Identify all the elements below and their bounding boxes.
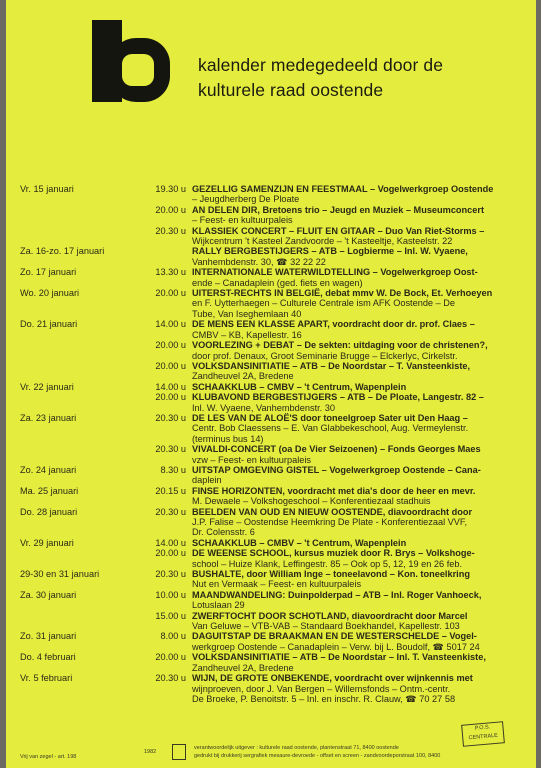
event-row [6,361,536,382]
kulturele-raad-logo-icon [92,20,170,102]
event-row [6,538,536,548]
event-description-line: Dr. Colensstr. 6 [192,527,255,538]
event-row [6,392,536,413]
event-description [192,246,528,267]
event-description-line: Wijkcentrum 't Kasteel Zandvoorde – 't Kasteeltje, Kasteelstr. 22 [192,236,453,247]
event-description-line: Zandheuvel 2A, Bredene [192,371,294,382]
event-description [192,340,528,361]
event-description-line: GEZELLIG SAMENZIJN EN FEESTMAAL – Vogelwerkgroep Oostende [192,184,494,194]
event-description [192,392,528,413]
event-description-line: INTERNATIONALE WATERWILDTELLING – Vogelwerkgroep Oost- [192,267,478,278]
event-description-line: Van Geluwe – VTB-VAB – Standaard Boekhandel, Kapellestr. 103 [192,621,460,632]
event-list [6,184,536,704]
footer-publisher: verantwoordelijk uitgever : kulturele raad oostende, plantenstraat 71, 8400 oostende [194,745,399,751]
event-description [192,507,528,538]
event-description-line: Nut en Vermaak – Feest- en kultuurpaleis [192,579,362,590]
event-description-line: CMBV – KB, Kapellestr. 16 [192,329,302,340]
event-date: Do. 28 januari [20,506,78,517]
event-row [6,631,536,652]
event-description-line: RALLY BERGBESTIJGERS – ATB – Logbierme – Inl. W. Vyaene, [192,246,468,257]
event-description-line: VOLKSDANSINITIATIE – ATB – De Noordstar – T. Vansteenkiste, [192,360,471,371]
event-date: Do. 4 februari [20,652,76,663]
event-date: Za. 16-zo. 17 januari [20,246,105,257]
event-description [192,226,528,247]
event-time: 13.30 u [155,267,186,278]
event-description-line: Vanhembdenstr. 30, ☎ 32 22 22 [192,256,326,267]
event-description-line: VIVALDI-CONCERT (oa De Vier Seizoenen) – Fonds Georges Maes [192,444,481,455]
event-row [6,548,536,569]
event-description-line: DE MENS EEN KLASSE APART, voordracht door dr. prof. Claes – [192,319,475,330]
footer-logo-icon [172,744,186,760]
event-time: 20.00 u [155,548,186,559]
event-row [6,444,536,465]
event-description-line: BEELDEN VAN OUD EN NIEUW OOSTENDE, diavoordracht door [192,506,473,517]
event-description-line: daplein [192,475,222,486]
event-time: 20.30 u [155,673,186,684]
event-date: Do. 21 januari [20,319,78,330]
event-description-line: UITSTAP OMGEVING GISTEL – Vogelwerkgroep Oostende – Cana- [192,464,481,475]
event-description [192,288,528,319]
event-description [192,590,528,611]
event-time: 8.00 u [160,631,186,642]
event-row [6,184,536,205]
event-date: Za. 23 januari [20,412,77,423]
event-description-line: VOLKSDANSINITIATIE – ATB – De Noordstar – Inl. T. Vansteenkiste, [192,652,486,663]
event-description [192,538,528,548]
event-description-line: wijnproeven, door J. Van Bergen – Willemsfonds – Ontm.-centr. [192,683,451,694]
event-description-line: KLASSIEK CONCERT – FLUIT EN GITAAR – Duo Van Riet-Storms – [192,225,485,236]
event-description-line: MAANDWANDELING: Duinpolderpad – ATB – Inl. Roger Vanhoeck, [192,589,482,600]
event-description-line: Lotuslaan 29 [192,600,245,611]
event-row [6,465,536,486]
event-time: 20.30 u [155,444,186,455]
event-description-line: J.P. Falise – Oostendse Heemkring De Plate - Konferentiezaal VVF, [192,517,468,527]
event-description-line: vzw – Feest- en kultuurpaleis [192,454,311,465]
event-description [192,444,528,465]
event-row [6,569,536,590]
event-description [192,319,528,340]
event-description-line: Zandheuvel 2A, Bredene [192,662,294,673]
event-time: 20.15 u [155,485,186,496]
event-description [192,184,528,205]
event-description [192,382,528,392]
event-description [192,673,528,704]
event-row [6,246,536,267]
event-time: 10.00 u [155,589,186,600]
header-line-1: kalender medegedeeld door de [198,55,444,75]
event-description-line: SCHAAKKLUB – CMBV – 't Centrum, Wapenplein [192,381,407,392]
event-time: 20.30 u [155,506,186,517]
event-time: 14.00 u [155,319,186,330]
event-row [6,486,536,507]
event-row [6,382,536,392]
event-row [6,611,536,632]
event-description [192,361,528,382]
event-description [192,548,528,569]
event-description-line: AN DELEN DIR, Bretoens trio – Jeugd en Muziek – Museumconcert [192,204,485,215]
event-description-line: – Jeugdherberg De Ploate [192,194,300,205]
event-row [6,226,536,247]
event-description-line: FINSE HORIZONTEN, voordracht met dia's door de heer en mevr. [192,485,476,496]
event-description [192,652,528,673]
event-date: Vr. 29 januari [20,537,74,548]
event-date: 29-30 en 31 januari [20,569,100,580]
header-line-2: kulturele raad oostende [198,80,384,100]
event-description [192,205,528,226]
event-date: Vr. 22 januari [20,381,74,392]
event-row [6,507,536,538]
event-time: 20.00 u [155,392,186,403]
event-description-line: BUSHALTE, door William Inge – toneelavond – Kon. toneelkring [192,569,470,580]
event-time: 20.00 u [155,652,186,663]
event-description-line: Tube, Van Iseghemlaan 40 [192,308,302,319]
event-time: 20.30 u [155,569,186,580]
event-time: 14.00 u [155,537,186,548]
event-description-line: – Feest- en kultuurpaleis [192,215,293,226]
event-description-line: De Broeke, P. Benoitstr. 5 – Inl. en inschr. R. Clauw, ☎ 70 27 58 [192,693,456,704]
event-description [192,486,528,507]
event-time: 20.00 u [155,204,186,215]
event-row [6,413,536,444]
event-time: 20.30 u [155,225,186,236]
poster [6,0,536,768]
event-description [192,611,528,632]
event-row [6,340,536,361]
event-description-line: en F. Uytterhaegen – Culturele Centrale ism AFK Oostende – De [192,298,455,309]
event-row [6,590,536,611]
event-description-line: ende – Canadaplein (ged. fiets en wagen) [192,277,363,288]
event-time: 20.30 u [155,412,186,423]
event-row [6,673,536,704]
event-date: Zo. 17 januari [20,267,77,278]
event-description-line: UITERST-RECHTS IN BELGIË, debat mmv W. De Bock, Et. Verhoeyen [192,288,493,299]
stamp-line-2: CENTRALE [468,732,499,742]
event-description-line: Centr. Bob Claessens – E. Van Glabbekeschool, Aug. Vermeylenstr. [192,423,469,434]
event-description-line: door prof. Denaux, Groot Seminarie Brugge – Elckerlyc, Cirkelstr. [192,350,458,361]
event-date: Za. 30 januari [20,589,77,600]
event-description-line: M. Dewaele – Volkshogeschool – Konferentiezaal stadhuis [192,496,431,507]
event-date: Ma. 25 januari [20,485,79,496]
event-description [192,569,528,590]
event-description-line: KLUBAVOND BERGBESTIJGERS – ATB – De Ploate, Langestr. 82 – [192,392,484,403]
event-description-line: VOORLEZING + DEBAT – De sekten: uitdaging voor de christenen?, [192,340,488,351]
stamp-line-1: P.O.S. [474,724,491,732]
event-time: 8.30 u [160,464,186,475]
event-description [192,465,528,486]
event-description-line: werkgroep Oostende – Canadaplein – Verw. bij L. Boudolf, ☎ 5017 24 [192,641,480,652]
event-row [6,288,536,319]
event-description [192,413,528,444]
event-description-line: school – Huize Klank, Leffingestr. 85 – Ook op 5, 12, 19 en 26 feb. [192,558,463,569]
pos-centrale-stamp [461,721,505,747]
event-time: 14.00 u [155,381,186,392]
footer-year: 1982 [144,749,157,755]
event-description-line: (terminus bus 14) [192,433,264,444]
event-time: 20.00 u [155,340,186,351]
event-description-line: WIJN, DE GROTE ONBEKENDE, voordracht over wijnkennis met [192,673,473,684]
event-description-line: ZWERFTOCHT DOOR SCHOTLAND, diavoordracht door Marcel [192,610,468,621]
event-date: Zo. 31 januari [20,631,77,642]
event-row [6,652,536,673]
event-description [192,631,528,652]
event-description-line: DE WEENSE SCHOOL, kursus muziek door R. Brys – Volkshoge- [192,548,475,559]
event-description-line: SCHAAKKLUB – CMBV – 't Centrum, Wapenplein [192,537,407,548]
event-time: 20.00 u [155,288,186,299]
event-time: 15.00 u [155,610,186,621]
event-description-line: Inl. W. Vyaene, Vanhembdenstr. 30 [192,402,336,413]
event-row [6,205,536,226]
event-description [192,267,528,288]
event-date: Vr. 5 februari [20,673,73,684]
event-description-line: DE LES VAN DE ALOË'S door toneelgroep Sater uit Den Haag – [192,412,468,423]
event-row [6,267,536,288]
event-time: 20.00 u [155,360,186,371]
event-time: 19.30 u [155,184,186,194]
footer-printer: gedrukt bij drukkerij sergrafiek mesaure-devroede - offset en screen - zandvoordeporstraat 100, 8400 [194,753,441,759]
event-date: Zo. 24 januari [20,464,77,475]
event-row [6,319,536,340]
event-date: Vr. 15 januari [20,184,74,194]
event-description-line: DAGUITSTAP DE BRAAKMAN EN DE WESTERSCHELDE – Vogel- [192,631,477,642]
event-date: Wo. 20 januari [20,288,80,299]
footer-stamp-note: Vrij van zegel - art. 198 [20,754,77,760]
